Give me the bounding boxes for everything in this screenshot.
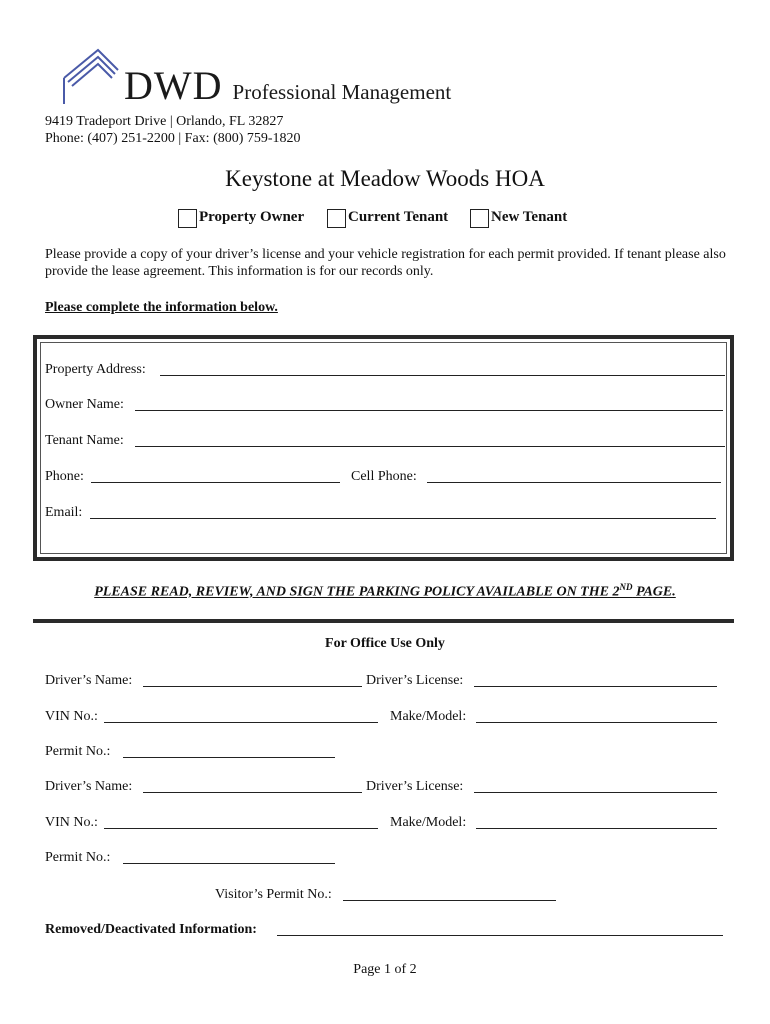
owner-name-label: Owner Name: xyxy=(45,397,124,412)
owner-name-field[interactable] xyxy=(135,410,723,411)
visitor-permit-label: Visitor’s Permit No.: xyxy=(215,887,332,902)
permit-field-1[interactable] xyxy=(123,757,335,758)
removed-info-label: Removed/Deactivated Information: xyxy=(45,922,257,937)
removed-info-field[interactable] xyxy=(277,935,723,936)
drivers-license-label-1: Driver’s License: xyxy=(366,673,464,688)
page-number: Page 1 of 2 xyxy=(353,962,417,977)
cell-phone-field[interactable] xyxy=(427,482,721,483)
property-address-label: Property Address: xyxy=(45,362,146,377)
vin-label-1: VIN No.: xyxy=(45,709,98,724)
instructions-text: Please provide a copy of your driver’s license and your vehicle registration for each permit provided. If tenant please also provide the lease agreement. This information is for our records only. xyxy=(45,247,726,279)
notice-text: PLEASE READ, REVIEW, AND SIGN THE PARKING POLICY AVAILABLE ON THE 2 xyxy=(94,584,620,600)
visitor-permit-field[interactable] xyxy=(343,900,556,901)
tenant-name-label: Tenant Name: xyxy=(45,433,124,448)
current-tenant-label: Current Tenant xyxy=(348,209,449,225)
drivers-license-field-2[interactable] xyxy=(474,792,717,793)
make-model-field-2[interactable] xyxy=(476,828,717,829)
property-owner-checkbox[interactable] xyxy=(178,209,197,228)
office-use-heading: For Office Use Only xyxy=(325,636,445,651)
phone-field[interactable] xyxy=(91,482,340,483)
drivers-name-field-2[interactable] xyxy=(143,792,362,793)
address-line: 9419 Tradeport Drive | Orlando, FL 32827 xyxy=(45,114,284,129)
vin-label-2: VIN No.: xyxy=(45,815,98,830)
permit-label-1: Permit No.: xyxy=(45,744,111,759)
phone-label: Phone: xyxy=(45,469,84,484)
property-address-field[interactable] xyxy=(160,375,725,376)
make-model-field-1[interactable] xyxy=(476,722,717,723)
vin-field-1[interactable] xyxy=(104,722,378,723)
notice-text-end: PAGE. xyxy=(632,584,676,600)
permit-label-2: Permit No.: xyxy=(45,850,111,865)
permit-field-2[interactable] xyxy=(123,863,335,864)
parking-policy-notice xyxy=(0,582,770,601)
company-contact xyxy=(45,113,301,147)
current-tenant-checkbox[interactable] xyxy=(327,209,346,228)
roof-lines-logo-icon xyxy=(58,44,122,106)
new-tenant-checkbox[interactable] xyxy=(470,209,489,228)
drivers-name-label-1: Driver’s Name: xyxy=(45,673,133,688)
brand-header xyxy=(124,62,451,109)
drivers-name-label-2: Driver’s Name: xyxy=(45,779,133,794)
tenant-name-field[interactable] xyxy=(135,446,725,447)
notice-superscript: ND xyxy=(619,582,633,592)
email-label: Email: xyxy=(45,505,83,520)
property-owner-label: Property Owner xyxy=(199,209,305,225)
drivers-license-field-1[interactable] xyxy=(474,686,717,687)
cell-phone-label: Cell Phone: xyxy=(351,469,417,484)
brand-name: DWD xyxy=(124,63,223,108)
brand-tagline: Professional Management xyxy=(232,80,452,104)
drivers-license-label-2: Driver’s License: xyxy=(366,779,464,794)
make-model-label-2: Make/Model: xyxy=(390,815,467,830)
new-tenant-label: New Tenant xyxy=(491,209,568,225)
section-divider xyxy=(33,619,734,623)
vin-field-2[interactable] xyxy=(104,828,378,829)
drivers-name-field-1[interactable] xyxy=(143,686,362,687)
form-title: Keystone at Meadow Woods HOA xyxy=(225,166,545,191)
email-field[interactable] xyxy=(90,518,716,519)
complete-heading: Please complete the information below. xyxy=(45,300,278,315)
phone-line: Phone: (407) 251-2200 | Fax: (800) 759-1820 xyxy=(45,131,301,146)
make-model-label-1: Make/Model: xyxy=(390,709,467,724)
